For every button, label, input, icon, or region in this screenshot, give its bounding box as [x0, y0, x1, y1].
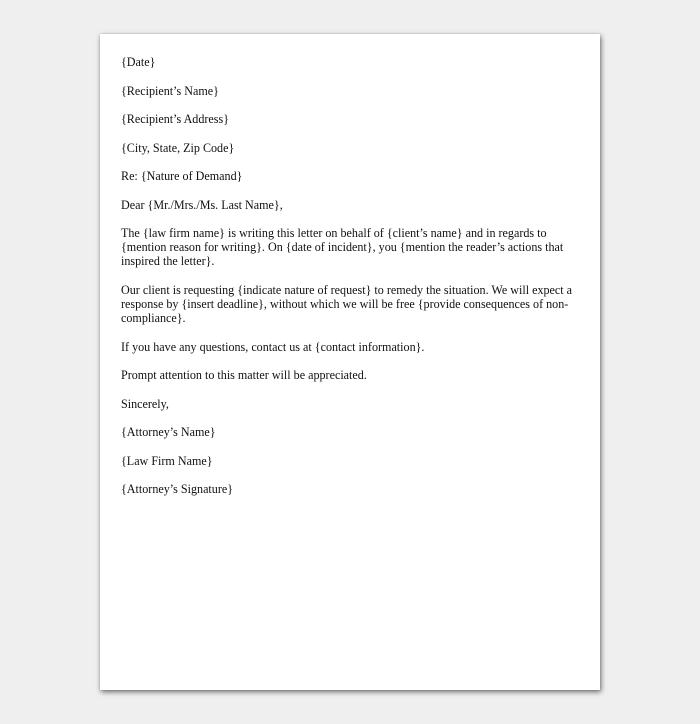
law-firm-name: {Law Firm Name}: [121, 453, 213, 468]
recipient-name: {Recipient’s Name}: [121, 83, 219, 98]
body-paragraph-2: Our client is requesting {indicate nature of request} to remedy the situation. We will expect a response by {insert deadline}, without which we will be free {provide consequences of non-compliance}.: [121, 282, 573, 326]
date-line: {Date}: [121, 55, 156, 69]
body-paragraph-3: If you have any questions, contact us at {contact information}.: [121, 339, 425, 354]
letter-page: [100, 34, 600, 690]
body-paragraph-1: The {law firm name} is writing this letter on behalf of {client’s name} and in regards to {mention reason for writing}. On {date of incident}, you {mention the reader’s actions that inspired the letter}.: [121, 226, 564, 269]
body-paragraph-4: Prompt attention to this matter will be appreciated.: [121, 368, 367, 383]
city-state-zip: {City, State, Zip Code}: [121, 140, 235, 155]
recipient-address: {Recipient’s Address}: [121, 112, 230, 126]
attorney-name: {Attorney’s Name}: [121, 425, 216, 440]
letter-body: [121, 55, 583, 511]
attorney-signature: {Attorney’s Signature}: [121, 482, 234, 497]
closing: Sincerely,: [121, 396, 169, 411]
re-line: Re: {Nature of Demand}: [121, 169, 243, 183]
salutation: Dear {Mr./Mrs./Ms. Last Name},: [121, 197, 283, 212]
